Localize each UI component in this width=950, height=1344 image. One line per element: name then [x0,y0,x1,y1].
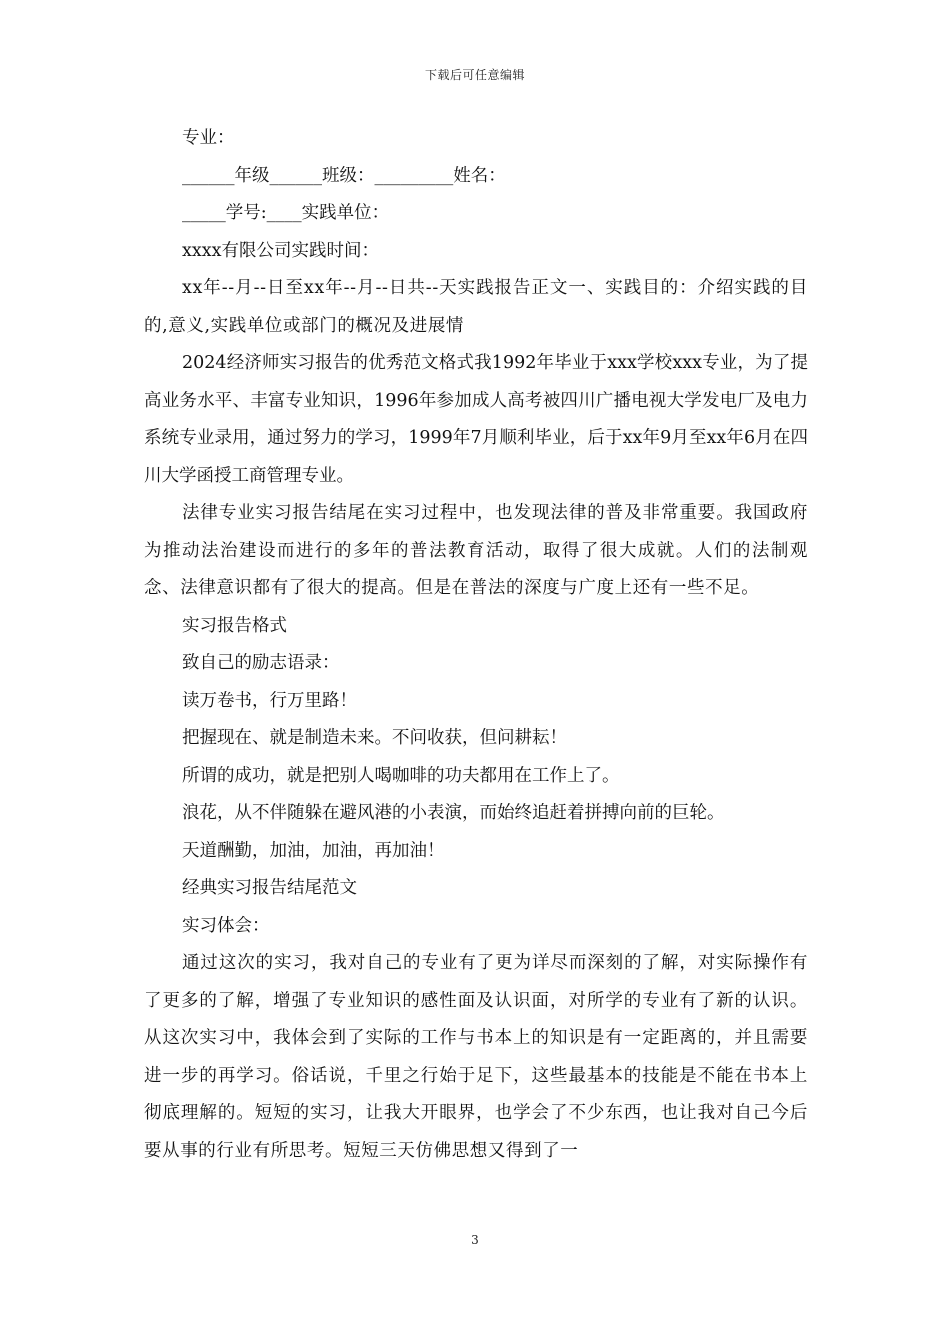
motto-item: 读万卷书，行万里路！ [182,690,357,711]
motto-item: 浪花，从不伴随躲在避风港的小表演，而始终追赶着拼搏向前的巨轮。 [182,803,725,823]
field-company-time: xxxx有限公司实践时间： [182,240,379,261]
paragraph-law-report: 法律专业实习报告结尾在实习过程中，也发现法律的普及非常重要。我国政府为推动法治建设而进行的多年的普法教育活动，取得了很大成就。人们的法制观念、法律意识都有了很大的提高。但是在普法的深度与广度上还有一些不足。 [144,503,808,598]
page-number: 3 [471,1233,479,1247]
field-major: 专业： [182,128,235,148]
document-body [144,120,808,1170]
page-header: 下载后可任意编辑 [424,68,525,82]
motto-item: 把握现在、就是制造未来。不问收获，但问耕耘！ [182,728,567,748]
field-grade-class-name: ______年级______班级：_________姓名： [182,165,506,186]
heading-internship-experience: 实习体会： [182,915,270,936]
motto-item: 天道酬勤，加油，加油，再加油！ [182,840,445,861]
heading-report-format: 实习报告格式 [182,615,287,636]
paragraph-practice-purpose: xx年--月--日至xx年--月--日共--天实践报告正文一、实践目的：介绍实践的目的,意义,实践单位或部门的概况及进展情 [144,278,808,336]
paragraph-economist-report: 2024经济师实习报告的优秀范文格式我1992年毕业于xxx学校xxx专业，为了提高业务水平、丰富专业知识，1996年参加成人高考被四川广播电视大学发电厂及电力系统专业录用，通过努力的学习，1999年7月顺利毕业，后于xx年9月至xx年6月在四川大学函授工商管理专业。 [144,353,808,486]
paragraph-internship-experience: 通过这次的实习，我对自己的专业有了更为详尽而深刻的了解，对实际操作有了更多的了解，增强了专业知识的感性面及认识面，对所学的专业有了新的认识。从这次实习中，我体会到了实际的工作与书本上的知识是有一定距离的，并且需要进一步的再学习。俗话说，千里之行始于足下，这些最基本的技能是不能在书本上彻底理解的。短短的实习，让我大开眼界，也学会了不少东西，也让我对自己今后要从事的行业有所思考。短短三天仿佛思想又得到了一 [144,953,808,1161]
heading-motto: 致自己的励志语录： [182,653,340,673]
field-student-id-unit: _____学号:____实践单位： [182,203,390,223]
heading-classic-ending: 经典实习报告结尾范文 [182,878,357,898]
motto-item: 所谓的成功，就是把别人喝咖啡的功夫都用在工作上了。 [182,765,620,786]
